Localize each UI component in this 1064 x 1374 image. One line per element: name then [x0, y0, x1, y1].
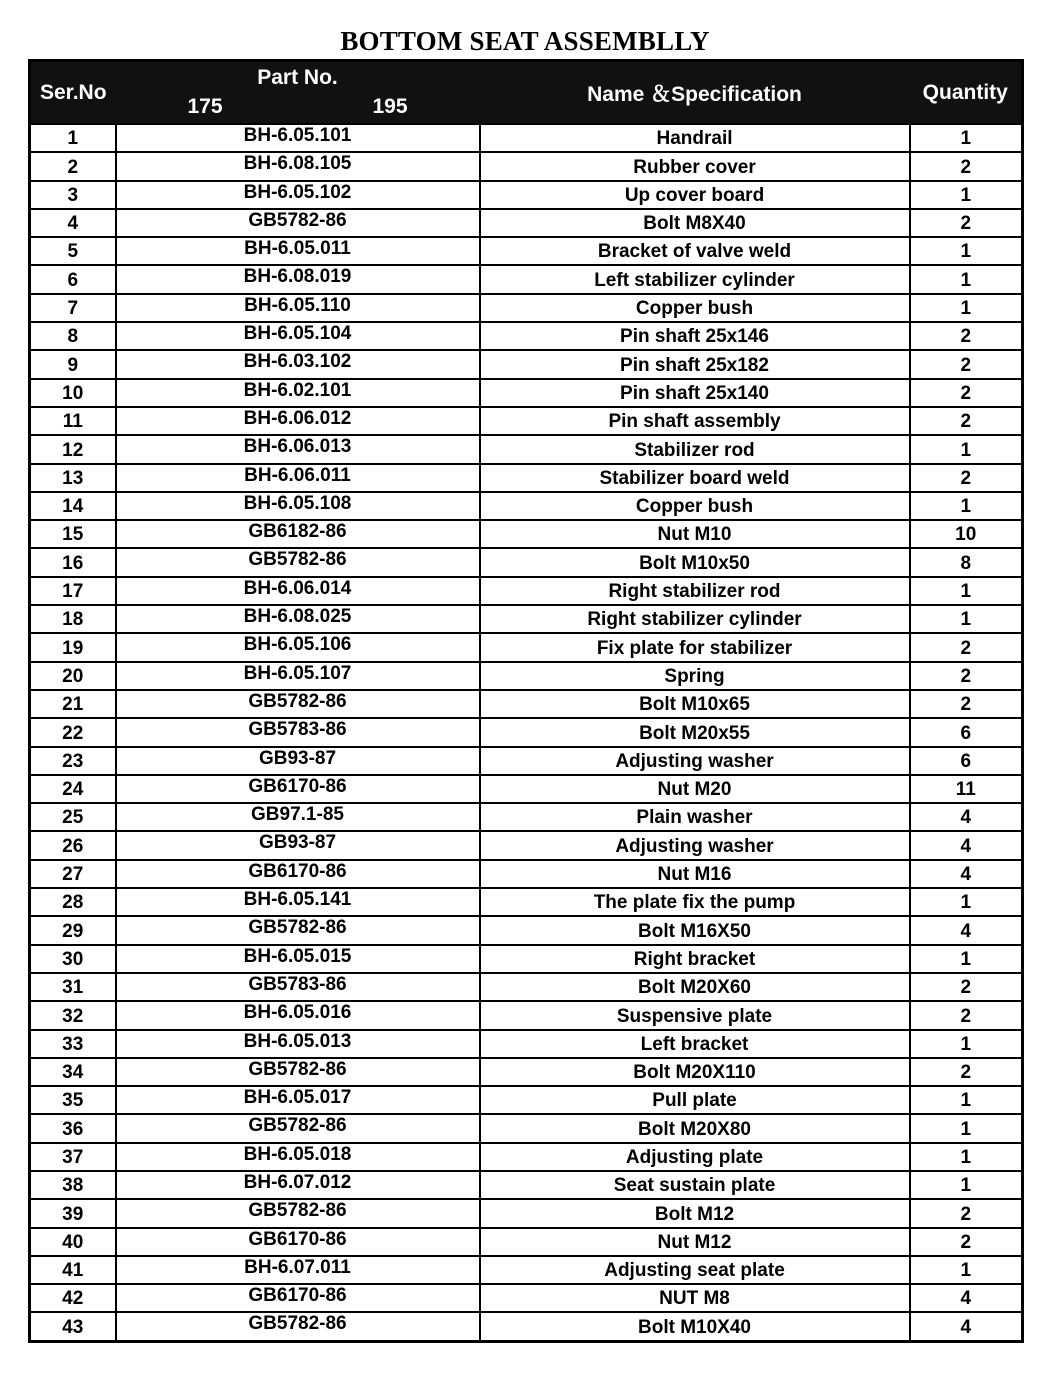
cell-part-no: BH-6.05.107	[116, 662, 480, 690]
cell-name-specification: Bolt M20X80	[480, 1114, 910, 1142]
cell-quantity: 2	[910, 152, 1023, 180]
cell-quantity: 6	[910, 747, 1023, 775]
cell-quantity: 1	[910, 1086, 1023, 1114]
cell-part-no: GB5782-86	[116, 1114, 480, 1142]
cell-part-no: BH-6.05.102	[116, 181, 480, 209]
cell-name-specification: Bolt M20X60	[480, 973, 910, 1001]
cell-ser-no: 27	[30, 860, 116, 888]
table-row	[30, 1058, 1023, 1086]
cell-quantity: 2	[910, 662, 1023, 690]
cell-part-no: GB93-87	[116, 747, 480, 775]
cell-part-no: BH-6.02.101	[116, 379, 480, 407]
cell-name-specification: Bracket of valve weld	[480, 237, 910, 265]
header-variant-175: 175	[187, 95, 223, 118]
header-ser-no: Ser.No	[30, 61, 116, 125]
cell-ser-no: 36	[30, 1114, 116, 1142]
cell-part-no: BH-6.05.017	[116, 1086, 480, 1114]
cell-part-no: BH-6.05.011	[116, 237, 480, 265]
cell-part-no: GB5783-86	[116, 973, 480, 1001]
cell-name-specification: Left stabilizer cylinder	[480, 265, 910, 293]
table-row	[30, 888, 1023, 916]
cell-ser-no: 21	[30, 690, 116, 718]
cell-ser-no: 24	[30, 775, 116, 803]
cell-quantity: 2	[910, 1228, 1023, 1256]
table-row	[30, 1228, 1023, 1256]
cell-ser-no: 37	[30, 1143, 116, 1171]
cell-part-no: GB5782-86	[116, 690, 480, 718]
table-row	[30, 633, 1023, 661]
cell-part-no: BH-6.05.101	[116, 124, 480, 152]
table-row	[30, 1284, 1023, 1312]
table-row	[30, 577, 1023, 605]
cell-ser-no: 32	[30, 1001, 116, 1029]
table-row	[30, 1114, 1023, 1142]
header-part-no-group	[116, 62, 480, 123]
cell-part-no: BH-6.06.014	[116, 577, 480, 605]
cell-part-no: GB6170-86	[116, 775, 480, 803]
cell-name-specification: Bolt M20x55	[480, 718, 910, 746]
table-row	[30, 322, 1023, 350]
cell-part-no: BH-6.05.016	[116, 1001, 480, 1029]
cell-name-specification: Pin shaft 25x182	[480, 350, 910, 378]
table-row	[30, 1001, 1023, 1029]
cell-ser-no: 35	[30, 1086, 116, 1114]
cell-name-specification: Bolt M16X50	[480, 916, 910, 944]
cell-name-specification: Adjusting seat plate	[480, 1256, 910, 1284]
cell-name-specification: Bolt M8X40	[480, 209, 910, 237]
cell-name-specification: Up cover board	[480, 181, 910, 209]
cell-ser-no: 19	[30, 633, 116, 661]
cell-quantity: 4	[910, 1312, 1023, 1341]
cell-quantity: 1	[910, 237, 1023, 265]
table-row	[30, 124, 1023, 152]
cell-name-specification: Adjusting washer	[480, 747, 910, 775]
cell-ser-no: 7	[30, 294, 116, 322]
cell-quantity: 4	[910, 860, 1023, 888]
cell-quantity: 2	[910, 209, 1023, 237]
cell-ser-no: 5	[30, 237, 116, 265]
cell-part-no: BH-6.05.015	[116, 945, 480, 973]
table-header	[30, 61, 1023, 125]
cell-ser-no: 1	[30, 124, 116, 152]
cell-ser-no: 26	[30, 831, 116, 859]
cell-part-no: BH-6.05.013	[116, 1030, 480, 1058]
cell-quantity: 1	[910, 492, 1023, 520]
table-row	[30, 294, 1023, 322]
cell-quantity: 2	[910, 1199, 1023, 1227]
cell-part-no: BH-6.05.108	[116, 492, 480, 520]
cell-quantity: 4	[910, 916, 1023, 944]
cell-quantity: 1	[910, 124, 1023, 152]
cell-name-specification: Right stabilizer cylinder	[480, 605, 910, 633]
table-row	[30, 407, 1023, 435]
cell-ser-no: 41	[30, 1256, 116, 1284]
cell-part-no: GB5782-86	[116, 1058, 480, 1086]
header-variant-195: 195	[372, 95, 408, 118]
cell-ser-no: 10	[30, 379, 116, 407]
cell-name-specification: Fix plate for stabilizer	[480, 633, 910, 661]
cell-part-no: BH-6.05.104	[116, 322, 480, 350]
cell-ser-no: 29	[30, 916, 116, 944]
table-row	[30, 492, 1023, 520]
table-row	[30, 1143, 1023, 1171]
cell-part-no: BH-6.06.011	[116, 464, 480, 492]
cell-ser-no: 22	[30, 718, 116, 746]
cell-ser-no: 17	[30, 577, 116, 605]
table-row	[30, 152, 1023, 180]
cell-name-specification: The plate fix the pump	[480, 888, 910, 916]
cell-name-specification: Adjusting plate	[480, 1143, 910, 1171]
cell-ser-no: 40	[30, 1228, 116, 1256]
cell-name-specification: NUT M8	[480, 1284, 910, 1312]
cell-name-specification: Spring	[480, 662, 910, 690]
table-row	[30, 945, 1023, 973]
cell-part-no: BH-6.07.011	[116, 1256, 480, 1284]
cell-quantity: 1	[910, 435, 1023, 463]
cell-name-specification: Bolt M12	[480, 1199, 910, 1227]
cell-ser-no: 28	[30, 888, 116, 916]
cell-quantity: 2	[910, 1058, 1023, 1086]
cell-ser-no: 31	[30, 973, 116, 1001]
header-part-no	[116, 61, 480, 125]
table-body	[30, 124, 1023, 1341]
cell-name-specification: Stabilizer board weld	[480, 464, 910, 492]
cell-quantity: 1	[910, 1171, 1023, 1199]
header-row	[30, 61, 1023, 125]
cell-name-specification: Bolt M10x50	[480, 548, 910, 576]
cell-part-no: BH-6.08.105	[116, 152, 480, 180]
cell-part-no: GB5782-86	[116, 1199, 480, 1227]
cell-quantity: 1	[910, 945, 1023, 973]
table-row	[30, 548, 1023, 576]
cell-part-no: GB6170-86	[116, 1228, 480, 1256]
table-row	[30, 747, 1023, 775]
cell-ser-no: 34	[30, 1058, 116, 1086]
cell-name-specification: Pin shaft assembly	[480, 407, 910, 435]
cell-quantity: 1	[910, 1256, 1023, 1284]
cell-name-specification: Suspensive plate	[480, 1001, 910, 1029]
table-row	[30, 237, 1023, 265]
cell-ser-no: 12	[30, 435, 116, 463]
table-row	[30, 464, 1023, 492]
table-row	[30, 718, 1023, 746]
cell-quantity: 11	[910, 775, 1023, 803]
cell-name-specification: Right bracket	[480, 945, 910, 973]
cell-ser-no: 25	[30, 803, 116, 831]
table-row	[30, 520, 1023, 548]
cell-ser-no: 13	[30, 464, 116, 492]
cell-part-no: GB93-87	[116, 831, 480, 859]
cell-name-specification: Rubber cover	[480, 152, 910, 180]
cell-name-specification: Nut M10	[480, 520, 910, 548]
cell-part-no: GB6170-86	[116, 860, 480, 888]
table-row	[30, 1030, 1023, 1058]
parts-table-container	[28, 59, 1024, 1343]
cell-quantity: 4	[910, 831, 1023, 859]
cell-part-no: GB5783-86	[116, 718, 480, 746]
cell-quantity: 2	[910, 379, 1023, 407]
cell-quantity: 1	[910, 1143, 1023, 1171]
cell-name-specification: Adjusting washer	[480, 831, 910, 859]
cell-part-no: GB6182-86	[116, 520, 480, 548]
cell-name-specification: Nut M16	[480, 860, 910, 888]
cell-ser-no: 3	[30, 181, 116, 209]
cell-quantity: 2	[910, 350, 1023, 378]
cell-quantity: 1	[910, 888, 1023, 916]
cell-ser-no: 39	[30, 1199, 116, 1227]
cell-name-specification: Seat sustain plate	[480, 1171, 910, 1199]
cell-name-specification: Right stabilizer rod	[480, 577, 910, 605]
cell-part-no: GB6170-86	[116, 1284, 480, 1312]
table-row	[30, 1256, 1023, 1284]
cell-quantity: 1	[910, 265, 1023, 293]
cell-ser-no: 38	[30, 1171, 116, 1199]
table-row	[30, 1199, 1023, 1227]
cell-ser-no: 15	[30, 520, 116, 548]
table-row	[30, 265, 1023, 293]
cell-quantity: 2	[910, 973, 1023, 1001]
cell-ser-no: 42	[30, 1284, 116, 1312]
cell-name-specification: Stabilizer rod	[480, 435, 910, 463]
cell-quantity: 2	[910, 1001, 1023, 1029]
cell-name-specification: Pull plate	[480, 1086, 910, 1114]
cell-part-no: GB5782-86	[116, 548, 480, 576]
cell-ser-no: 9	[30, 350, 116, 378]
cell-name-specification: Pin shaft 25x146	[480, 322, 910, 350]
table-row	[30, 435, 1023, 463]
cell-part-no: GB97.1-85	[116, 803, 480, 831]
table-row	[30, 350, 1023, 378]
cell-ser-no: 33	[30, 1030, 116, 1058]
header-part-no-label: Part No.	[257, 66, 338, 89]
table-row	[30, 916, 1023, 944]
cell-part-no: BH-6.08.019	[116, 265, 480, 293]
cell-ser-no: 11	[30, 407, 116, 435]
header-quantity: Quantity	[910, 61, 1023, 125]
cell-ser-no: 8	[30, 322, 116, 350]
cell-quantity: 1	[910, 181, 1023, 209]
cell-part-no: BH-6.08.025	[116, 605, 480, 633]
cell-quantity: 4	[910, 1284, 1023, 1312]
cell-name-specification: Bolt M10X40	[480, 1312, 910, 1341]
cell-ser-no: 2	[30, 152, 116, 180]
cell-quantity: 1	[910, 294, 1023, 322]
cell-name-specification: Bolt M10x65	[480, 690, 910, 718]
cell-name-specification: Bolt M20X110	[480, 1058, 910, 1086]
cell-part-no: BH-6.06.012	[116, 407, 480, 435]
table-row	[30, 1086, 1023, 1114]
cell-ser-no: 23	[30, 747, 116, 775]
page-title: BOTTOM SEAT ASSEMBLLY	[340, 26, 710, 56]
cell-ser-no: 6	[30, 265, 116, 293]
cell-ser-no: 30	[30, 945, 116, 973]
cell-ser-no: 4	[30, 209, 116, 237]
cell-quantity: 2	[910, 407, 1023, 435]
cell-ser-no: 43	[30, 1312, 116, 1341]
cell-quantity: 1	[910, 605, 1023, 633]
cell-quantity: 2	[910, 690, 1023, 718]
cell-part-no: BH-6.03.102	[116, 350, 480, 378]
table-row	[30, 775, 1023, 803]
cell-quantity: 2	[910, 633, 1023, 661]
header-name-specification: Name ＆Specification	[480, 61, 910, 125]
table-row	[30, 209, 1023, 237]
cell-quantity: 1	[910, 577, 1023, 605]
parts-table	[28, 59, 1024, 1343]
cell-part-no: BH-6.07.012	[116, 1171, 480, 1199]
table-row	[30, 662, 1023, 690]
cell-quantity: 2	[910, 322, 1023, 350]
table-row	[30, 181, 1023, 209]
cell-part-no: BH-6.05.110	[116, 294, 480, 322]
table-row	[30, 831, 1023, 859]
cell-part-no: BH-6.05.018	[116, 1143, 480, 1171]
cell-ser-no: 18	[30, 605, 116, 633]
cell-name-specification: Left bracket	[480, 1030, 910, 1058]
cell-name-specification: Copper bush	[480, 294, 910, 322]
cell-ser-no: 20	[30, 662, 116, 690]
table-row	[30, 860, 1023, 888]
table-row	[30, 690, 1023, 718]
cell-quantity: 2	[910, 464, 1023, 492]
cell-part-no: GB5782-86	[116, 209, 480, 237]
cell-ser-no: 16	[30, 548, 116, 576]
table-row	[30, 605, 1023, 633]
table-row	[30, 379, 1023, 407]
cell-part-no: BH-6.05.106	[116, 633, 480, 661]
cell-part-no: BH-6.06.013	[116, 435, 480, 463]
cell-part-no: GB5782-86	[116, 916, 480, 944]
cell-name-specification: Nut M20	[480, 775, 910, 803]
table-row	[30, 1312, 1023, 1341]
cell-quantity: 6	[910, 718, 1023, 746]
table-row	[30, 803, 1023, 831]
table-row	[30, 973, 1023, 1001]
cell-quantity: 10	[910, 520, 1023, 548]
cell-quantity: 1	[910, 1030, 1023, 1058]
cell-quantity: 1	[910, 1114, 1023, 1142]
cell-name-specification: Plain washer	[480, 803, 910, 831]
cell-name-specification: Nut M12	[480, 1228, 910, 1256]
cell-name-specification: Copper bush	[480, 492, 910, 520]
cell-name-specification: Pin shaft 25x140	[480, 379, 910, 407]
cell-name-specification: Handrail	[480, 124, 910, 152]
table-row	[30, 1171, 1023, 1199]
cell-part-no: BH-6.05.141	[116, 888, 480, 916]
cell-part-no: GB5782-86	[116, 1312, 480, 1341]
cell-quantity: 4	[910, 803, 1023, 831]
cell-ser-no: 14	[30, 492, 116, 520]
cell-quantity: 8	[910, 548, 1023, 576]
